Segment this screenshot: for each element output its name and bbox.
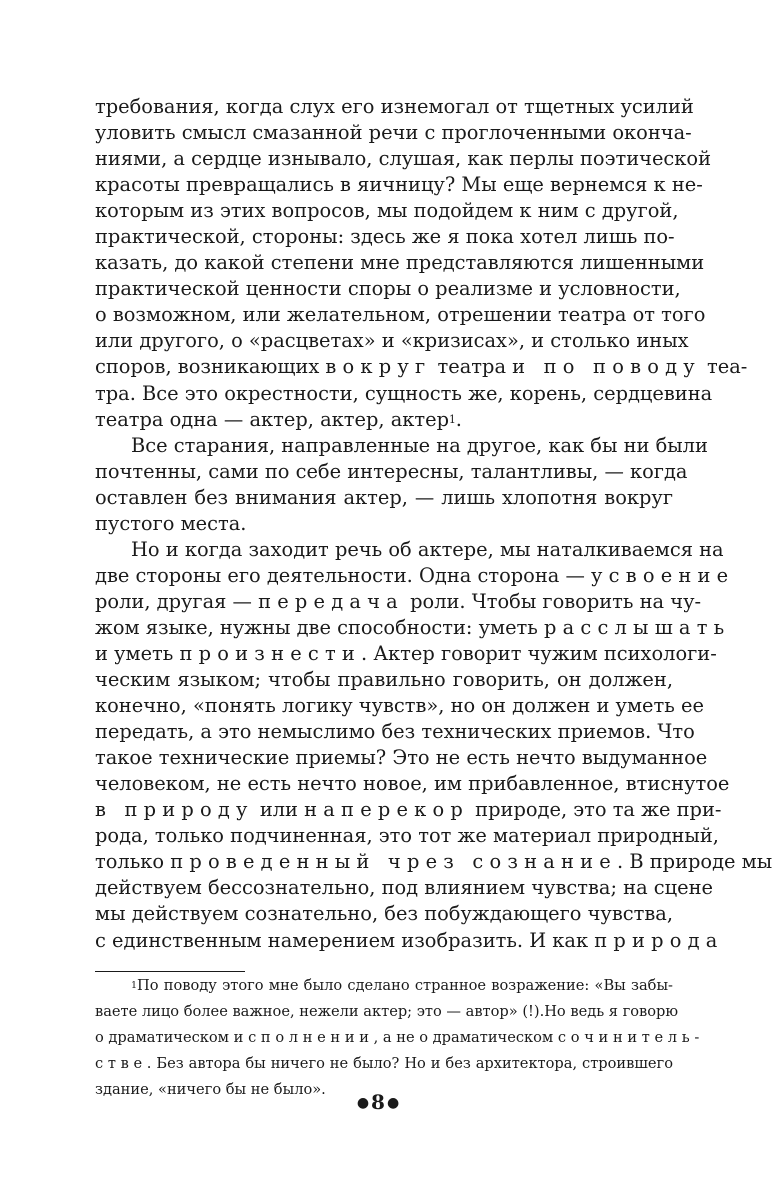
text-line: действуем бессознательно, под влиянием чувства; на сцене [95, 876, 714, 900]
text-line: оставлен без внимания актер, — лишь хлопотня вокруг [95, 485, 673, 509]
text-span: театра [431, 355, 513, 379]
text-line: уловить смысл смазанной речи с проглоченными оконча- [95, 121, 692, 145]
text-span: жом языке, нужны две способности: уметь [95, 615, 544, 639]
spaced-text: и по поводу [512, 355, 701, 379]
spaced-text: расслышать [544, 615, 731, 639]
spaced-text: наперекор [304, 798, 470, 822]
text-line: почтенны, сами по себе интересны, талантливы, — когда [95, 459, 688, 483]
text-line: Все старания, направленные на другое, как бы ни были [131, 433, 708, 457]
text-span: споров, возникающих [95, 355, 326, 379]
text-line [95, 563, 735, 589]
footnote-divider [95, 971, 245, 972]
page-number [0, 1090, 756, 1117]
spaced-text: произнести [179, 641, 362, 665]
spaced-text: в природу [95, 798, 254, 822]
text-line: человеком, не есть нечто новое, им прибавленное, втиснутое [95, 772, 730, 796]
text-line: мы действуем сознательно, без побуждающего чувства, [95, 902, 673, 926]
text-span: природе, это та же при- [469, 798, 722, 822]
text-span: роли, другая — [95, 589, 259, 613]
spaced-text: проведенный чрез сознание [170, 850, 617, 874]
bullet-icon: ● [386, 1095, 400, 1111]
text-span: теа- [700, 355, 748, 379]
text-line: пустого места. [95, 511, 247, 535]
text-line [95, 407, 673, 433]
text-line [95, 641, 717, 667]
footnote-line [95, 976, 673, 1002]
text-line: тра. Все это окрестности, сущность же, корень, сердцевина [95, 381, 713, 405]
footnote-line [95, 1028, 704, 1054]
text-span: По поводу этого мне было сделано странное возражение: «Вы забы- [137, 977, 673, 994]
text-span: . [455, 407, 462, 431]
spaced-text: передача [258, 589, 404, 613]
text-line: передать, а это немыслимо без технических приемов. Что [95, 720, 695, 744]
text-line: конечно, «понять логику чувств», но он должен и уметь ее [95, 694, 704, 718]
text-line: требования, когда слух его изнемогал от тщетных усилий [95, 95, 694, 118]
text-line: практической ценности споры о реализме и условности, [95, 277, 681, 301]
text-span: роли. Чтобы говорить на чу- [403, 589, 702, 613]
text-line [95, 928, 724, 954]
text-span: две стороны его деятельности. Одна сторона — [95, 563, 592, 587]
text-line: практической, стороны: здесь же я пока хотел лишь по- [95, 225, 675, 249]
footnote [95, 976, 704, 1106]
spaced-text: природа [594, 928, 724, 952]
text-line: казать, до какой степени мне представляются лишенными [95, 251, 705, 275]
text-line: или другого, о «расцветах» и «кризисах», и столько иных [95, 329, 689, 353]
footnote-ref: 1 [448, 413, 456, 427]
text-line: ческим языком; чтобы правильно говорить, он должен, [95, 668, 673, 692]
text-line [95, 589, 702, 615]
text-span: о драматическом [95, 1029, 234, 1047]
text-span: с единственным намерением изобразить. И как [95, 928, 595, 952]
spaced-text: вокруг [325, 355, 432, 379]
text-span: только [95, 850, 171, 874]
bullet-icon: ● [356, 1095, 370, 1111]
spaced-text: стве [95, 1055, 147, 1073]
text-line: красоты превращались в яичницу? Мы еще вернемся к не- [95, 173, 703, 197]
text-line: рода, только подчиненная, это тот же материал природный, [95, 824, 719, 848]
text-line [95, 849, 772, 875]
text-line: о возможном, или желательном, отрешении театра от того [95, 303, 706, 327]
footnote-marker: 1 [131, 980, 138, 992]
spaced-text: сочинитель- [557, 1029, 704, 1047]
page-number-value: 8 [371, 1090, 385, 1114]
spaced-text: усвоение [591, 563, 735, 587]
spaced-text: исполнении [233, 1029, 374, 1047]
text-line [95, 354, 748, 380]
text-span: . В природе мы [617, 850, 772, 874]
text-span: , а не о драматическом [373, 1029, 558, 1047]
text-span: . Актер говорит чужим психологи- [361, 641, 717, 665]
text-line: такое технические приемы? Это не есть нечто выдуманное [95, 746, 708, 770]
text-line: которым из этих вопросов, мы подойдем к ним с другой, [95, 199, 679, 223]
text-line [95, 615, 731, 641]
body-text [95, 94, 772, 954]
text-line [95, 797, 722, 823]
footnote-line: здание, «ничего бы не было». [95, 1081, 326, 1099]
text-span: театра одна — актер, актер, актер [95, 407, 449, 431]
text-line: ниями, а сердце изнывало, слушая, как перлы поэтической [95, 147, 711, 171]
text-span: или [253, 798, 305, 822]
text-span: . Без автора бы ничего не было? Но и без архитектора, строившего [146, 1055, 673, 1073]
text-line: Но и когда заходит речь об актере, мы наталкиваемся на [131, 537, 724, 561]
footnote-line [95, 1054, 673, 1080]
footnote-line: ваете лицо более важное, нежели актер; это — автор» (!).Но ведь я говорю [95, 1003, 679, 1021]
text-span: и уметь [95, 641, 180, 665]
